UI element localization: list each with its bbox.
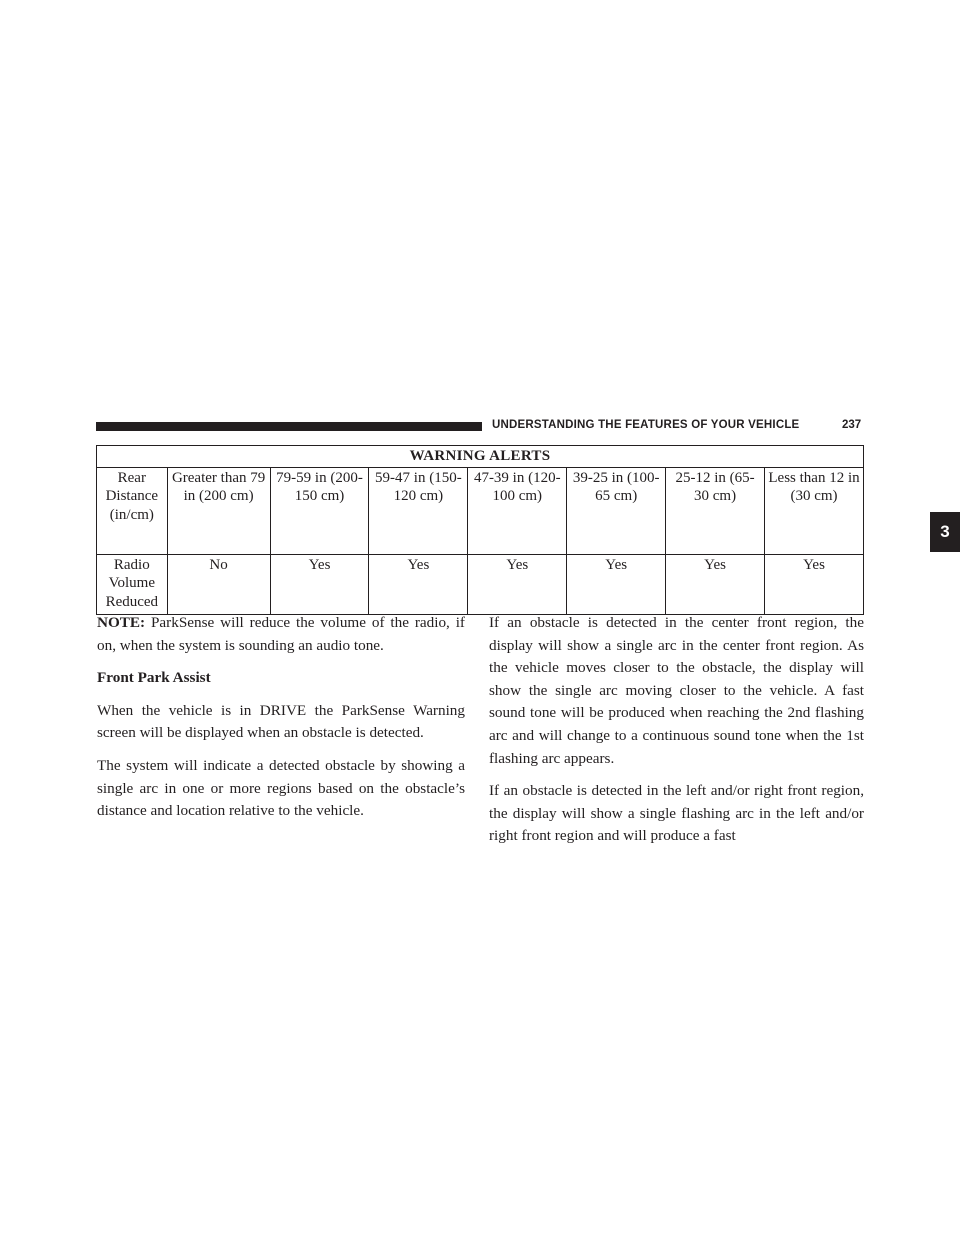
row-label-distance: Rear Distance (in/cm) — [97, 467, 168, 554]
page-number: 237 — [842, 419, 862, 431]
right-text-column — [489, 612, 864, 858]
warning-alerts-table — [96, 445, 864, 615]
body-paragraph: If an obstacle is detected in the left and/or right front region, the display will show a single flashing arc in the left and/or right front region and will produce a fast — [489, 782, 864, 845]
note-text: ParkSense will reduce the volume of the radio, if on, when the system is sounding an audio tone. — [97, 614, 465, 654]
radio-cell: No — [167, 554, 270, 615]
header-rule — [96, 422, 482, 431]
body-paragraph: If an obstacle is detected in the center front region, the display will show a single arc in the center front region. As the vehicle moves closer to the obstacle, the display will show the single arc moving closer to the vehicle. A fast sound tone will be produced when reaching the 2nd flashing arc and will change to a continuous sound tone when the 1st flashing arc appears. — [489, 614, 864, 767]
distance-cell: 47-39 in (120-100 cm) — [468, 467, 567, 554]
note-paragraph — [97, 612, 465, 657]
distance-cell: Greater than 79 in (200 cm) — [167, 467, 270, 554]
distance-cell: 39-25 in (100-65 cm) — [567, 467, 666, 554]
table-title: WARNING ALERTS — [97, 446, 864, 468]
row-label-radio: Radio Volume Reduced — [97, 554, 168, 615]
radio-cell: Yes — [765, 554, 864, 615]
distance-cell: 79-59 in (200-150 cm) — [270, 467, 369, 554]
distance-cell: 25-12 in (65-30 cm) — [666, 467, 765, 554]
left-text-column — [97, 612, 465, 833]
body-paragraph: When the vehicle is in DRIVE the ParkSense Warning screen will be displayed when an obstacle is detected. — [97, 701, 465, 742]
table-row — [97, 467, 864, 554]
radio-cell: Yes — [666, 554, 765, 615]
radio-cell: Yes — [270, 554, 369, 615]
chapter-tab: 3 — [930, 512, 960, 552]
running-header-title: UNDERSTANDING THE FEATURES OF YOUR VEHICLE — [492, 419, 800, 431]
radio-cell: Yes — [369, 554, 468, 615]
section-heading: Front Park Assist — [97, 669, 211, 687]
radio-cell: Yes — [468, 554, 567, 615]
radio-cell: Yes — [567, 554, 666, 615]
body-paragraph: The system will indicate a detected obstacle by showing a single arc in one or more regions based on the obstacle’s distance and location relative to the vehicle. — [97, 756, 465, 820]
note-label: NOTE: — [97, 614, 146, 631]
distance-cell: Less than 12 in (30 cm) — [765, 467, 864, 554]
table-row — [97, 554, 864, 615]
distance-cell: 59-47 in (150-120 cm) — [369, 467, 468, 554]
